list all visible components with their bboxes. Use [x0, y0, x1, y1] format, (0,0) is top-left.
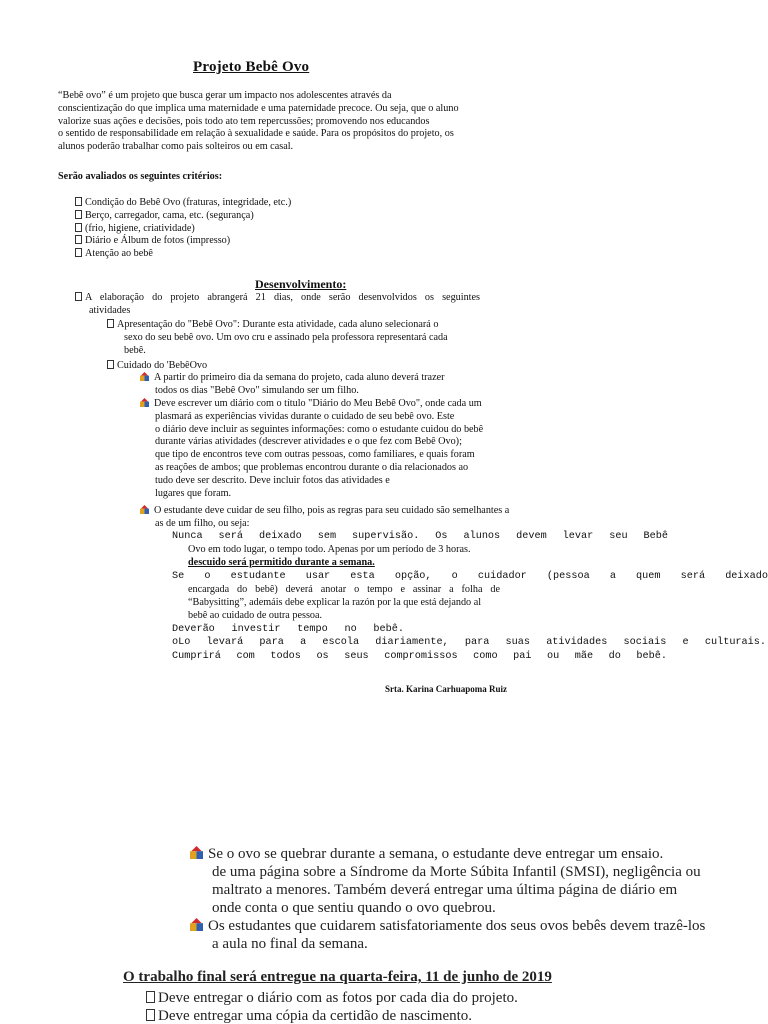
- checkbox-icon: [75, 197, 82, 206]
- signature: Srta. Karina Carhuapoma Ruiz: [385, 684, 508, 694]
- page-title: Projeto Bebê Ovo: [193, 59, 310, 75]
- care-item: Deve escrever um diário com o título "Diário do Meu Bebê Ovo", onde cada um plasmará as experiências vividas durante o cuidado de seu bebê ovo. Este o diário deve incluir as seguintes informações: como o estudante cuidou do bebê durante várias atividades (descrever atividades e o que fez com Bebê Ovo); que tipo de encontros teve com outras pessoas, como familiares, e quais foram as reações de ambos; que problemas encontrou durante o dia relacionados ao tudo deve ser descrito. Deve incluir fotos das atividades e lugares que foram.: [140, 398, 483, 500]
- rule-1: Nunca será deixado sem supervisão. Os alunos devem levar seu Bebê: [172, 531, 668, 542]
- checkbox-icon: [75, 210, 82, 219]
- development-heading: Desenvolvimento:: [255, 277, 347, 291]
- rule-2: Se o estudante usar esta opção, o cuidador (pessoa a quem será deixado: [172, 571, 768, 582]
- page2-item: Os estudantes que cuidarem satisfatoriamente dos seus ovos bebês devem trazê-los a aula no final da semana.: [190, 917, 705, 953]
- rule-5: Cumprirá com todos os seus compromissos como pai ou mãe do bebê.: [172, 651, 667, 662]
- rule-3: Deverão investir tempo no bebê.: [172, 624, 404, 635]
- checkbox-icon: [107, 360, 114, 369]
- checkbox-icon: [75, 248, 82, 257]
- checkbox-icon: [107, 319, 114, 328]
- checkbox-icon: [146, 1009, 155, 1021]
- list-item: (frio, higiene, criatividade): [75, 223, 291, 236]
- checkbox-icon: [75, 235, 82, 244]
- checkbox-icon: [146, 991, 155, 1003]
- rule-4: oLo levará para a escola diariamente, para suas atividades sociais e culturais.: [172, 637, 766, 648]
- arrow-bullet-icon: [190, 918, 203, 931]
- care-item: O estudante deve cuidar de seu filho, pois as regras para seu cuidado são semelhantes a as de um filho, ou seja:: [140, 505, 509, 531]
- intro-line: conscientização do que implica uma maternidade e uma paternidade precoce. Ou seja, que o aluno: [58, 102, 459, 114]
- care-item: A partir do primeiro dia da semana do projeto, cada aluno deverá trazer todos os dias "Bebê Ovo" simulando ser um filho.: [140, 372, 445, 398]
- presentation-item: Apresentação do "Bebê Ovo": Durante esta atividade, cada aluno selecionará o sexo do seu bebê ovo. Um ovo cru e assinado pela professora representará cada bebê.: [107, 319, 448, 357]
- care-heading: Cuidado do 'BebêOvo: [107, 360, 207, 373]
- final-heading: O trabalho final será entregue na quarta-feira, 11 de junho de 2019: [123, 969, 552, 985]
- rule-2-cont: encargada do bebê) deverá anotar o tempo e assinar a folha de “Babysitting”, ademáis debe explicar la razón por la que está dejando al bebê ao cuidado de outra pessoa.: [188, 584, 500, 621]
- arrow-bullet-icon: [140, 398, 149, 407]
- checkbox-icon: [75, 223, 82, 232]
- arrow-bullet-icon: [140, 505, 149, 514]
- arrow-bullet-icon: [140, 372, 149, 381]
- intro-line: valorize suas ações e decisões, pois todo ato tem repercussões; promovendo nos educandos: [58, 115, 430, 127]
- list-item: Deve entregar uma cópia da certidão de nascimento.: [146, 1007, 518, 1024]
- intro-paragraph: [58, 90, 459, 154]
- list-item: Berço, carregador, cama, etc. (segurança): [75, 210, 291, 223]
- list-item: Condição do Bebê Ovo (fraturas, integridade, etc.): [75, 197, 291, 210]
- intro-line: “Bebê ovo” é um projeto que busca gerar um impacto nos adolescentes através da: [58, 90, 392, 101]
- rule-1-cont: Ovo em todo lugar, o tempo todo. Apenas por um período de 3 horas. descuido será permitido durante a semana.: [188, 544, 471, 568]
- page2-item: Se o ovo se quebrar durante a semana, o estudante deve entregar um ensaio. de uma página sobre a Síndrome da Morte Súbita Infantil (SMSI), negligência ou maltrato a menores. Também deverá entregar uma última página de diário em onde conta o que sentiu quando o ovo quebrou.: [190, 845, 701, 917]
- list-item: Diário e Álbum de fotos (impresso): [75, 235, 291, 248]
- criteria-heading: Serão avaliados os seguintes critérios:: [58, 171, 223, 182]
- list-item: Atenção ao bebê: [75, 248, 291, 261]
- dev-intro: A elaboração do projeto abrangerá 21 dias, onde serão desenvolvidos os seguintes atividades: [75, 292, 480, 318]
- intro-line: alunos poderão trabalhar como pais solteiros ou em casal.: [58, 141, 294, 153]
- checkbox-icon: [75, 292, 82, 301]
- criteria-list: [75, 197, 291, 261]
- arrow-bullet-icon: [190, 846, 203, 859]
- list-item: Deve entregar o diário com as fotos por cada dia do projeto.: [146, 989, 518, 1007]
- intro-line: o sentido de responsabilidade em relação à sexualidade e saúde. Para os propósitos do projeto, os: [58, 128, 454, 140]
- final-list: [146, 989, 518, 1024]
